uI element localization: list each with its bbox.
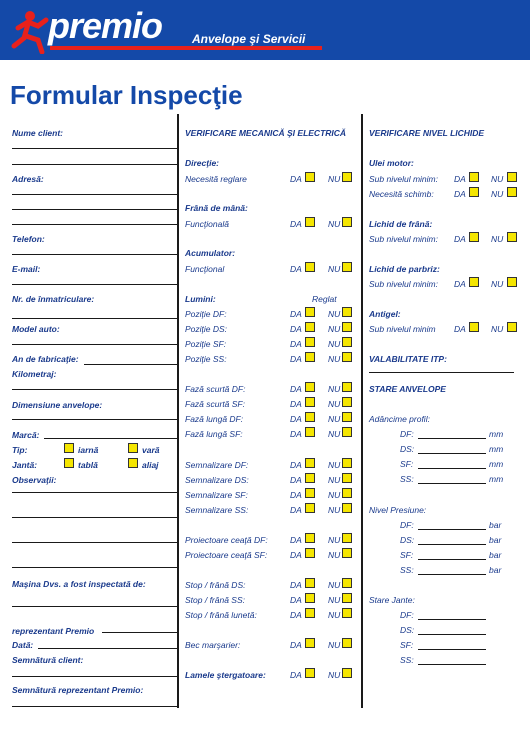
adancime-ss-label: SS:	[400, 474, 414, 484]
adancime-sf-unit: mm	[489, 459, 504, 469]
da-label: DA	[290, 670, 302, 680]
row-antigel-sub-nivel: Sub nivelul minim	[369, 324, 436, 334]
nu-label: NU	[328, 414, 341, 424]
label-email: E-mail:	[12, 264, 41, 274]
jante-df-field[interactable]	[418, 619, 486, 620]
field-kilometraj[interactable]	[12, 389, 177, 390]
adancime-ss-field[interactable]	[418, 483, 486, 484]
checkbox-lichid-frana-nu[interactable]	[507, 232, 517, 242]
column-divider-right	[361, 114, 363, 708]
row-faza-lunga-df: Fază lungă DF:	[185, 414, 244, 424]
label-tip: Tip:	[12, 445, 28, 455]
checkbox-lamele-da[interactable]	[305, 668, 315, 678]
brand-tagline: Anvelope şi Servicii	[192, 32, 306, 46]
label-observatii: Observaţii:	[12, 475, 57, 485]
row-pozitie-sf: Poziţie SF:	[185, 339, 227, 349]
heading-lichide: VERIFICARE NIVEL LICHIDE	[369, 128, 485, 138]
checkbox-stop-luneta-nu[interactable]	[342, 608, 352, 618]
nu-label: NU	[328, 339, 341, 349]
nu-label: NU	[328, 384, 341, 394]
checkbox-frana-nu[interactable]	[342, 217, 352, 227]
da-label: DA	[290, 550, 302, 560]
nu-label: NU	[328, 595, 341, 605]
field-adresa-3[interactable]	[12, 224, 177, 225]
row-proiectoare-df: Proiectoare ceaţă DF:	[185, 535, 268, 545]
da-label: DA	[290, 429, 302, 439]
checkbox-faza-scurta-sf-nu[interactable]	[342, 397, 352, 407]
field-an-fabricatie[interactable]	[84, 364, 177, 365]
checkbox-aliaj[interactable]	[128, 458, 138, 468]
checkbox-proiectoare-sf-nu[interactable]	[342, 548, 352, 558]
label-reprezentant: reprezentant Premio	[12, 626, 95, 636]
checkbox-pozitie-ds-da[interactable]	[305, 322, 315, 332]
nu-label: NU	[491, 174, 504, 184]
da-label: DA	[290, 324, 302, 334]
checkbox-faza-scurta-sf-da[interactable]	[305, 397, 315, 407]
adancime-ds-unit: mm	[489, 444, 504, 454]
da-label: DA	[290, 595, 302, 605]
presiune-ss-field[interactable]	[418, 574, 486, 575]
nu-label: NU	[328, 640, 341, 650]
da-label: DA	[290, 610, 302, 620]
nu-label: NU	[328, 670, 341, 680]
checkbox-pozitie-df-da[interactable]	[305, 307, 315, 317]
checkbox-stop-ss-da[interactable]	[305, 593, 315, 603]
da-label: DA	[290, 505, 302, 515]
checkbox-pozitie-sf-da[interactable]	[305, 337, 315, 347]
da-label: DA	[454, 324, 466, 334]
da-label: DA	[290, 309, 302, 319]
nu-label: NU	[328, 219, 341, 229]
nu-label: NU	[328, 429, 341, 439]
da-label: DA	[454, 174, 466, 184]
label-nr-inmatriculare: Nr. de înmatriculare:	[12, 294, 95, 304]
checkbox-semnalizare-df-nu[interactable]	[342, 458, 352, 468]
presiune-ss-label: SS:	[400, 565, 414, 575]
da-label: DA	[290, 535, 302, 545]
checkbox-semnalizare-df-da[interactable]	[305, 458, 315, 468]
presiune-df-field[interactable]	[418, 529, 486, 530]
field-valabilitate-itp[interactable]	[369, 372, 514, 373]
nu-label: NU	[328, 580, 341, 590]
presiune-df-unit: bar	[489, 520, 502, 530]
da-label: DA	[290, 414, 302, 424]
adancime-sf-field[interactable]	[418, 468, 486, 469]
row-stop-ds: Stop / frână DS:	[185, 580, 246, 590]
label-vara: vară	[142, 445, 160, 455]
field-inspectata[interactable]	[12, 606, 177, 607]
checkbox-tabla[interactable]	[64, 458, 74, 468]
nu-label: NU	[328, 324, 341, 334]
row-functional: Funcţional	[185, 264, 225, 274]
nu-label: NU	[328, 610, 341, 620]
row-frana-sub-nivel: Sub nivelul minim:	[369, 234, 438, 244]
nu-label: NU	[491, 189, 504, 199]
jante-ds-label: DS:	[400, 625, 415, 635]
nu-label: NU	[328, 399, 341, 409]
row-semnalizare-sf: Semnalizare SF:	[185, 490, 248, 500]
row-semnalizare-df: Semnalizare DF:	[185, 460, 249, 470]
checkbox-parbriz-da[interactable]	[469, 277, 479, 287]
da-label: DA	[454, 189, 466, 199]
label-data: Dată:	[12, 640, 34, 650]
label-reglat: Reglat	[312, 294, 337, 304]
checkbox-bec-marsarier-nu[interactable]	[342, 638, 352, 648]
row-faza-scurta-df: Fază scurtă DF:	[185, 384, 246, 394]
checkbox-faza-scurta-df-da[interactable]	[305, 382, 315, 392]
row-pozitie-df: Poziţie DF:	[185, 309, 227, 319]
row-stop-luneta: Stop / frână lunetă:	[185, 610, 257, 620]
checkbox-stop-luneta-da[interactable]	[305, 608, 315, 618]
label-model-auto: Model auto:	[12, 324, 60, 334]
checkbox-proiectoare-df-da[interactable]	[305, 533, 315, 543]
checkbox-directie-da[interactable]	[305, 172, 315, 182]
checkbox-frana-da[interactable]	[305, 217, 315, 227]
adancime-df-field[interactable]	[418, 438, 486, 439]
checkbox-pozitie-df-nu[interactable]	[342, 307, 352, 317]
presiune-sf-label: SF:	[400, 550, 414, 560]
checkbox-semnalizare-sf-nu[interactable]	[342, 488, 352, 498]
field-marca[interactable]	[44, 438, 177, 439]
label-directie: Direcţie:	[185, 158, 220, 168]
checkbox-pozitie-ss-nu[interactable]	[342, 352, 352, 362]
label-kilometraj: Kilometraj:	[12, 369, 57, 379]
da-label: DA	[290, 580, 302, 590]
adancime-ss-unit: mm	[489, 474, 504, 484]
label-valabilitate-itp: VALABILITATE ITP:	[369, 354, 447, 364]
label-stare-anvelope: STARE ANVELOPE	[369, 384, 446, 394]
checkbox-proiectoare-df-nu[interactable]	[342, 533, 352, 543]
label-semnatura-client: Semnătură client:	[12, 655, 84, 665]
checkbox-lichid-frana-da[interactable]	[469, 232, 479, 242]
row-pozitie-ss: Poziţie SS:	[185, 354, 227, 364]
da-label: DA	[454, 279, 466, 289]
column-divider-left	[177, 114, 179, 708]
row-necesita-reglare: Necesită reglare	[185, 174, 247, 184]
field-nr-inmatriculare[interactable]	[12, 318, 177, 319]
da-label: DA	[290, 490, 302, 500]
field-adresa-1[interactable]	[12, 194, 177, 195]
checkbox-ulei-nu[interactable]	[507, 172, 517, 182]
label-lichid-frana: Lichid de frână:	[369, 219, 433, 229]
nu-label: NU	[491, 324, 504, 334]
checkbox-semnalizare-sf-da[interactable]	[305, 488, 315, 498]
field-nume-client[interactable]	[12, 148, 177, 149]
da-label: DA	[290, 219, 302, 229]
row-ulei-schimb: Necesită schimb:	[369, 189, 434, 199]
nu-label: NU	[328, 490, 341, 500]
nu-label: NU	[328, 550, 341, 560]
checkbox-faza-scurta-df-nu[interactable]	[342, 382, 352, 392]
checkbox-pozitie-ds-nu[interactable]	[342, 322, 352, 332]
checkbox-semnalizare-ds-da[interactable]	[305, 473, 315, 483]
row-semnalizare-ds: Semnalizare DS:	[185, 475, 249, 485]
checkbox-faza-lunga-sf-da[interactable]	[305, 427, 315, 437]
da-label: DA	[290, 339, 302, 349]
presiune-sf-field[interactable]	[418, 559, 486, 560]
adancime-ds-label: DS:	[400, 444, 415, 454]
nu-label: NU	[328, 309, 341, 319]
field-observatii-1[interactable]	[12, 492, 177, 493]
jante-ss-label: SS:	[400, 655, 414, 665]
label-marca: Marcă:	[12, 430, 40, 440]
field-nume-client-2[interactable]	[12, 164, 177, 165]
checkbox-pozitie-ss-da[interactable]	[305, 352, 315, 362]
label-nume-client: Nume client:	[12, 128, 64, 138]
field-observatii-4[interactable]	[12, 567, 177, 568]
presiune-ds-label: DS:	[400, 535, 415, 545]
checkbox-ulei-da[interactable]	[469, 172, 479, 182]
row-faza-scurta-sf: Fază scurtă SF:	[185, 399, 245, 409]
nu-label: NU	[328, 354, 341, 364]
field-reprezentant[interactable]	[102, 632, 177, 633]
jante-sf-field[interactable]	[418, 649, 486, 650]
checkbox-semnalizare-ds-nu[interactable]	[342, 473, 352, 483]
da-label: DA	[290, 174, 302, 184]
row-stop-ss: Stop / frână SS:	[185, 595, 246, 605]
field-dimensiune-anvelope[interactable]	[12, 419, 177, 420]
nu-label: NU	[328, 174, 341, 184]
field-data[interactable]	[38, 648, 177, 649]
field-adresa-2[interactable]	[12, 209, 177, 210]
da-label: DA	[290, 640, 302, 650]
nu-label: NU	[328, 505, 341, 515]
running-man-logo-icon	[8, 6, 52, 54]
header-banner	[0, 0, 530, 60]
da-label: DA	[290, 460, 302, 470]
field-semnatura-reprezentant[interactable]	[12, 706, 177, 707]
checkbox-stop-ds-nu[interactable]	[342, 578, 352, 588]
jante-ss-field[interactable]	[418, 664, 486, 665]
nu-label: NU	[491, 279, 504, 289]
jante-sf-label: SF:	[400, 640, 414, 650]
label-tabla: tablă	[78, 460, 98, 470]
row-ulei-sub-nivel: Sub nivelul minim:	[369, 174, 438, 184]
nu-label: NU	[328, 460, 341, 470]
row-parbriz-sub-nivel: Sub nivelul minim:	[369, 279, 438, 289]
checkbox-stop-ds-da[interactable]	[305, 578, 315, 588]
label-acumulator: Acumulator:	[185, 248, 236, 258]
brand-name: premio	[48, 5, 163, 46]
field-observatii-2[interactable]	[12, 517, 177, 518]
da-label: DA	[290, 475, 302, 485]
label-stare-jante: Stare Jante:	[369, 595, 415, 605]
checkbox-acumulator-da[interactable]	[305, 262, 315, 272]
checkbox-antigel-nu[interactable]	[507, 322, 517, 332]
presiune-sf-unit: bar	[489, 550, 502, 560]
checkbox-schimb-da[interactable]	[469, 187, 479, 197]
adancime-df-label: DF:	[400, 429, 414, 439]
row-functionala: Funcţională	[185, 219, 229, 229]
checkbox-iarna[interactable]	[64, 443, 74, 453]
checkbox-schimb-nu[interactable]	[507, 187, 517, 197]
checkbox-faza-lunga-sf-nu[interactable]	[342, 427, 352, 437]
checkbox-stop-ss-nu[interactable]	[342, 593, 352, 603]
jante-ds-field[interactable]	[418, 634, 486, 635]
field-telefon[interactable]	[12, 254, 177, 255]
label-adresa: Adresă:	[12, 174, 44, 184]
label-ulei-motor: Ulei motor:	[369, 158, 414, 168]
checkbox-acumulator-nu[interactable]	[342, 262, 352, 272]
da-label: DA	[290, 354, 302, 364]
heading-mecanica: VERIFICARE MECANICĂ ŞI ELECTRICĂ	[185, 128, 347, 138]
checkbox-semnalizare-ss-da[interactable]	[305, 503, 315, 513]
field-email[interactable]	[12, 284, 177, 285]
field-semnatura-client[interactable]	[12, 676, 177, 677]
label-nivel-presiune: Nivel Presiune:	[369, 505, 427, 515]
checkbox-semnalizare-ss-nu[interactable]	[342, 503, 352, 513]
adancime-sf-label: SF:	[400, 459, 414, 469]
label-iarna: iarnă	[78, 445, 99, 455]
label-dimensiune-anvelope: Dimensiune anvelope:	[12, 400, 103, 410]
checkbox-faza-lunga-df-nu[interactable]	[342, 412, 352, 422]
label-frana-mana: Frână de mână:	[185, 203, 248, 213]
label-adancime-profil: Adâncime profil:	[369, 414, 430, 424]
presiune-ds-unit: bar	[489, 535, 502, 545]
label-aliaj: aliaj	[142, 460, 159, 470]
row-semnalizare-ss: Semnalizare SS:	[185, 505, 249, 515]
jante-df-label: DF:	[400, 610, 414, 620]
da-label: DA	[290, 384, 302, 394]
label-lamele: Lamele ştergatoare:	[185, 670, 266, 680]
checkbox-antigel-da[interactable]	[469, 322, 479, 332]
brand-underline	[50, 46, 322, 50]
da-label: DA	[290, 399, 302, 409]
row-faza-lunga-sf: Fază lungă SF:	[185, 429, 243, 439]
label-lumini: Lumini:	[185, 294, 216, 304]
da-label: DA	[454, 234, 466, 244]
presiune-ss-unit: bar	[489, 565, 502, 575]
label-semnatura-reprezentant: Semnătură reprezentant Premio:	[12, 685, 144, 695]
row-pozitie-ds: Poziţie DS:	[185, 324, 228, 334]
field-observatii-3[interactable]	[12, 542, 177, 543]
checkbox-lamele-nu[interactable]	[342, 668, 352, 678]
checkbox-parbriz-nu[interactable]	[507, 277, 517, 287]
checkbox-pozitie-sf-nu[interactable]	[342, 337, 352, 347]
row-bec-marsarier: Bec marşarier:	[185, 640, 241, 650]
page-title: Formular Inspecţie	[10, 80, 243, 110]
field-model-auto[interactable]	[12, 344, 177, 345]
adancime-df-unit: mm	[489, 429, 504, 439]
checkbox-vara[interactable]	[128, 443, 138, 453]
adancime-ds-field[interactable]	[418, 453, 486, 454]
presiune-df-label: DF:	[400, 520, 414, 530]
nu-label: NU	[328, 535, 341, 545]
checkbox-directie-nu[interactable]	[342, 172, 352, 182]
checkbox-proiectoare-sf-da[interactable]	[305, 548, 315, 558]
label-janta: Jantă:	[12, 460, 38, 470]
checkbox-faza-lunga-df-da[interactable]	[305, 412, 315, 422]
label-telefon: Telefon:	[12, 234, 45, 244]
nu-label: NU	[491, 234, 504, 244]
nu-label: NU	[328, 264, 341, 274]
row-proiectoare-sf: Proiectoare ceaţă SF:	[185, 550, 268, 560]
presiune-ds-field[interactable]	[418, 544, 486, 545]
label-antigel: Antigel:	[369, 309, 401, 319]
checkbox-bec-marsarier-da[interactable]	[305, 638, 315, 648]
label-lichid-parbriz: Lichid de parbriz:	[369, 264, 440, 274]
label-an-fabricatie: An de fabricaţie:	[12, 354, 79, 364]
label-inspectata: Maşina Dvs. a fost inspectată de:	[12, 579, 146, 589]
nu-label: NU	[328, 475, 341, 485]
da-label: DA	[290, 264, 302, 274]
